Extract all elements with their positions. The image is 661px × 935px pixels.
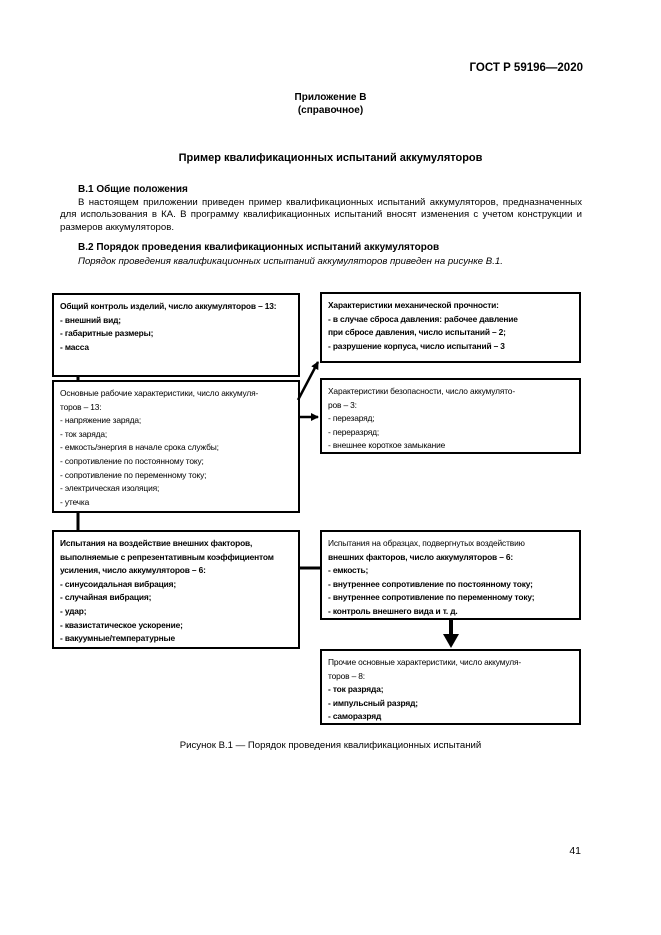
box1-line: - внешний вид;: [60, 314, 121, 325]
box7-title: Прочие основные характеристики, число аккумуля-: [328, 657, 522, 667]
box-main-characteristics: [52, 380, 300, 513]
box3-title: Испытания на воздействие внешних факторов,: [60, 538, 253, 548]
box6-line: - внутреннее сопротивление по постоянному току;: [328, 578, 533, 589]
box3-line: - вакуумные/температурные: [60, 633, 176, 644]
box2-line: - напряжение заряда;: [60, 415, 142, 426]
box2-line: - ток заряда;: [60, 428, 108, 439]
arrow-to-other-head: [443, 634, 459, 648]
box5-title: Характеристики безопасности, число аккумулято-: [328, 386, 515, 396]
section1-paragraph: В настоящем приложении приведен пример квалификационных испытаний аккумуляторов, предназначенных для использования в КА. В программу квалификационных испытаний вносят изменения с учетом конструкции и размеров аккумуляторов.: [60, 197, 582, 233]
appendix-subtitle: (справочное): [297, 105, 364, 116]
box3-line: - синусоидальная вибрация;: [60, 578, 177, 589]
box3-line: - случайная вибрация;: [60, 592, 152, 603]
box6-line: - контроль внешнего вида и т. д.: [328, 605, 458, 616]
box4-line: при сбросе давления, число испытаний – 2;: [328, 327, 506, 338]
box2-title-cont: торов – 13:: [60, 401, 102, 412]
box5-line: - внешнее короткое замыкание: [328, 440, 446, 451]
box7-line: - саморазряд: [328, 711, 382, 722]
box6-line: - емкость;: [328, 565, 369, 576]
box-general-control: [52, 293, 300, 377]
box6-title-cont: внешних факторов, число аккумуляторов – 6:: [328, 551, 514, 562]
appendix-title: Приложение В: [294, 92, 367, 103]
box2-line: - емкость/энергия в начале срока службы;: [60, 442, 219, 453]
box2-line: - утечка: [60, 496, 90, 507]
box3-line: - удар;: [60, 605, 87, 616]
box-tested-samples: [320, 530, 581, 620]
box3-line: - квазистатическое ускорение;: [60, 619, 183, 630]
section2-paragraph: Порядок проведения квалификационных испытаний аккумуляторов приведен на рисунке В.1.: [78, 256, 503, 267]
box5-title-cont: ров – 3:: [328, 399, 357, 410]
box3-title-cont: выполняемые с репрезентативным коэффициентом: [60, 551, 274, 562]
box2-title: Основные рабочие характеристики, число аккумуля-: [60, 388, 259, 398]
document-code: ГОСТ Р 59196—2020: [469, 62, 583, 74]
main-title: Пример квалификационных испытаний аккумуляторов: [178, 152, 483, 164]
box-mechanical-strength: [320, 292, 581, 363]
page-number: 41: [569, 845, 581, 857]
box1-line: - габаритные размеры;: [60, 328, 154, 339]
box3-title-cont: усиления, число аккумуляторов – 6:: [60, 565, 206, 576]
box2-line: - электрическая изоляция;: [60, 483, 160, 494]
box2-line: - сопротивление по постоянному току;: [60, 455, 204, 466]
box1-line: - масса: [60, 341, 89, 352]
box5-line: - перезаряд;: [328, 413, 375, 424]
box4-title: Характеристики механической прочности:: [328, 300, 499, 310]
box7-line: - импульсный разряд;: [328, 697, 418, 708]
box4-line: - разрушение корпуса, число испытаний – 3: [328, 340, 505, 351]
box1-title: Общий контроль изделий, число аккумуляторов – 13:: [60, 301, 277, 311]
box4-line: - в случае сброса давления: рабочее давление: [328, 313, 518, 324]
box6-title: Испытания на образцах, подвергнутых воздействию: [328, 538, 525, 548]
box7-title-cont: торов – 8:: [328, 670, 365, 681]
section2-heading: В.2 Порядок проведения квалификационных испытаний аккумуляторов: [78, 242, 440, 253]
box5-line: - переразряд;: [328, 426, 380, 437]
arrow-to-mechanical: [298, 362, 318, 400]
box-safety-characteristics: [320, 378, 581, 454]
section1-heading: В.1 Общие положения: [78, 184, 188, 195]
figure-caption: Рисунок В.1 — Порядок проведения квалификационных испытаний: [179, 740, 482, 751]
box2-line: - сопротивление по переменному току;: [60, 469, 207, 480]
box-other-characteristics: [320, 649, 581, 725]
box6-line: - внутреннее сопротивление по переменному току;: [328, 592, 535, 603]
box7-line: - ток разряда;: [328, 684, 384, 695]
box-external-factors: [52, 530, 300, 649]
